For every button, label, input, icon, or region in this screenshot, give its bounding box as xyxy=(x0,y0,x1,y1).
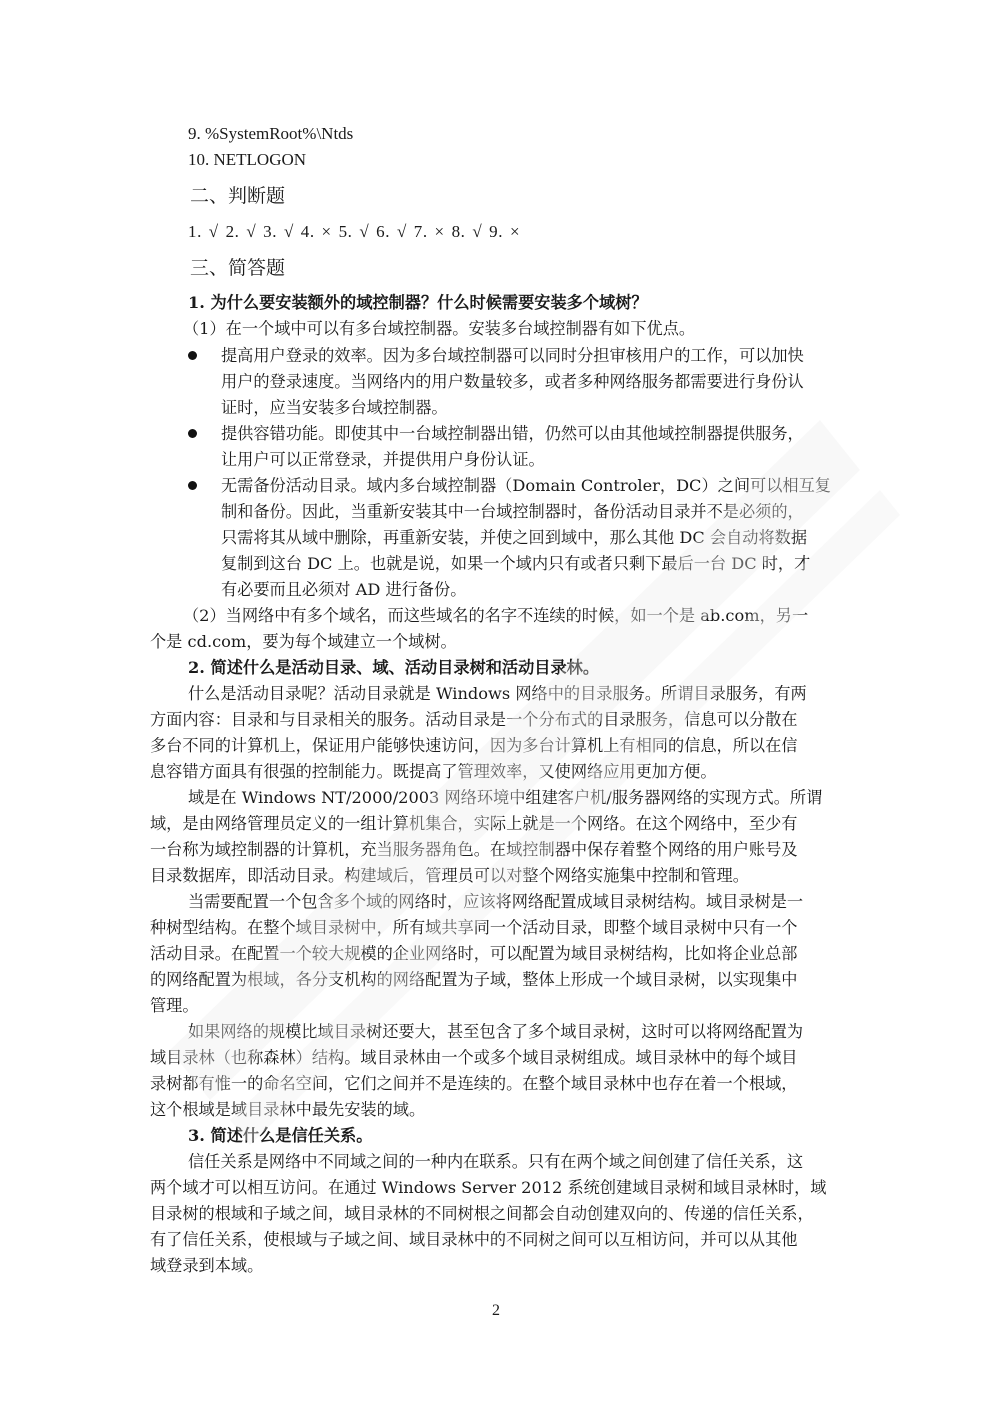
paragraph-line: 提供容错功能。即使其中一台域控制器出错，仍然可以由其他域控制器提供服务， xyxy=(221,424,804,443)
paragraph-line: 什么是活动目录呢？活动目录就是 Windows 网络中的目录服务。所谓目录服务，有两 xyxy=(188,684,807,703)
paragraph-line: 目录数据库，即活动目录。构建域后，管理员可以对整个网络实施集中控制和管理。 xyxy=(150,866,749,885)
paragraph-line: 活动目录。在配置一个较大规模的企业网络时，可以配置为域目录树结构，比如将企业总部 xyxy=(150,944,798,963)
paragraph-line: 信任关系是网络中不同域之间的一种内在联系。只有在两个域之间创建了信任关系，这 xyxy=(188,1152,804,1171)
bullet-icon xyxy=(188,429,197,438)
paragraph-line: 域目录林（也称森林）结构。域目录林由一个或多个域目录树组成。域目录林中的每个域目 xyxy=(150,1048,798,1067)
paragraph-line: （2）当网络中有多个域名，而这些域名的名字不连续的时候，如一个是 ab.com，另一 xyxy=(183,606,809,625)
paragraph-line: 有必要而且必须对 AD 进行备份。 xyxy=(221,580,467,599)
paragraph-line: 录树都有惟一的命名空间，它们之间并不是连续的。在整个域目录林中也存在着一个根域， xyxy=(150,1074,798,1093)
fill-answer-10: 10. NETLOGON xyxy=(188,150,307,169)
question-1-title: 1. 为什么要安装额外的域控制器？什么时候需要安装多个域树？ xyxy=(188,293,648,312)
paragraph-line: 如果网络的规模比域目录树还要大，甚至包含了多个域目录树，这时可以将网络配置为 xyxy=(188,1022,804,1041)
paragraph-line: 息容错方面具有很强的控制能力。既提高了管理效率，又使网络应用更加方便。 xyxy=(150,762,717,781)
fill-answer-9: 9. %SystemRoot%\Ntds xyxy=(188,124,354,143)
paragraph-line: 这个根域是域目录林中最先安装的域。 xyxy=(150,1100,426,1119)
paragraph-line: 种树型结构。在整个域目录树中，所有域共享同一个活动目录，即整个域目录树中只有一个 xyxy=(150,918,798,937)
paragraph-line: 无需备份活动目录。域内多台域控制器（Domain Controler，DC）之间可以相互复 xyxy=(221,476,831,495)
paragraph-line: 个是 cd.com，要为每个域建立一个域树。 xyxy=(150,632,457,651)
paragraph-line: 目录树的根域和子域之间，域目录林的不同树根之间都会自动创建双向的、传递的信任关系， xyxy=(150,1204,814,1223)
paragraph-line: 有了信任关系，使根域与子域之间、域目录林中的不同树之间可以互相访问，并可以从其他 xyxy=(150,1230,798,1249)
question-3-title: 3. 简述什么是信任关系。 xyxy=(188,1126,373,1145)
page-number: 2 xyxy=(492,1302,500,1319)
paragraph-line: （1）在一个域中可以有多台域控制器。安装多台域控制器有如下优点。 xyxy=(183,319,696,338)
bullet-icon xyxy=(188,481,197,490)
section-title-judge: 二、判断题 xyxy=(190,185,286,207)
question-2-title: 2. 简述什么是活动目录、域、活动目录树和活动目录林。 xyxy=(188,658,600,677)
paragraph-line: 域是在 Windows NT/2000/2003 网络环境中组建客户机/服务器网络的实现方式。所谓 xyxy=(188,788,823,807)
section-title-short-answer: 三、简答题 xyxy=(190,257,286,279)
bullet-icon xyxy=(188,351,197,360)
paragraph-line: 多台不同的计算机上，保证用户能够快速访问，因为多台计算机上有相同的信息，所以在信 xyxy=(150,736,798,755)
paragraph-line: 让用户可以正常登录，并提供用户身份认证。 xyxy=(221,450,545,469)
paragraph-line: 两个域才可以相互访问。在通过 Windows Server 2012 系统创建域目录树和域目录林时，域 xyxy=(150,1178,827,1197)
paragraph-line: 只需将其从域中删除，再重新安装，并使之回到域中，那么其他 DC 会自动将数据 xyxy=(221,528,808,547)
paragraph-line: 当需要配置一个包含多个域的网络时，应该将网络配置成域目录树结构。域目录树是一 xyxy=(188,892,804,911)
paragraph-line: 证时，应当安装多台域控制器。 xyxy=(221,398,448,417)
paragraph-line: 管理。 xyxy=(150,996,199,1015)
paragraph-line: 的网络配置为根域，各分支机构的网络配置为子域，整体上形成一个域目录树，以实现集中 xyxy=(150,970,798,989)
watermark-stripe xyxy=(170,420,860,1100)
paragraph-line: 提高用户登录的效率。因为多台域控制器可以同时分担审核用户的工作，可以加快 xyxy=(221,346,804,365)
paragraph-line: 一台称为域控制器的计算机，充当服务器角色。在域控制器中保存着整个网络的用户账号及 xyxy=(150,840,798,859)
paragraph-line: 制和备份。因此，当重新安装其中一台域控制器时，备份活动目录并不是必须的， xyxy=(221,502,804,521)
judge-answers: 1. √ 2. √ 3. √ 4. × 5. √ 6. √ 7. × 8. √ 9. × xyxy=(188,222,521,241)
paragraph-line: 域登录到本域。 xyxy=(150,1256,264,1275)
paragraph-line: 复制到这台 DC 上。也就是说，如果一个域内只有或者只剩下最后一台 DC 时，才 xyxy=(221,554,811,573)
paragraph-line: 方面内容：目录和与目录相关的服务。活动目录是一个分布式的目录服务，信息可以分散在 xyxy=(150,710,798,729)
paragraph-line: 域，是由网络管理员定义的一组计算机集合，实际上就是一个网络。在这个网络中，至少有 xyxy=(150,814,798,833)
paragraph-line: 用户的登录速度。当网络内的用户数量较多，或者多种网络服务都需要进行身份认 xyxy=(221,372,804,391)
